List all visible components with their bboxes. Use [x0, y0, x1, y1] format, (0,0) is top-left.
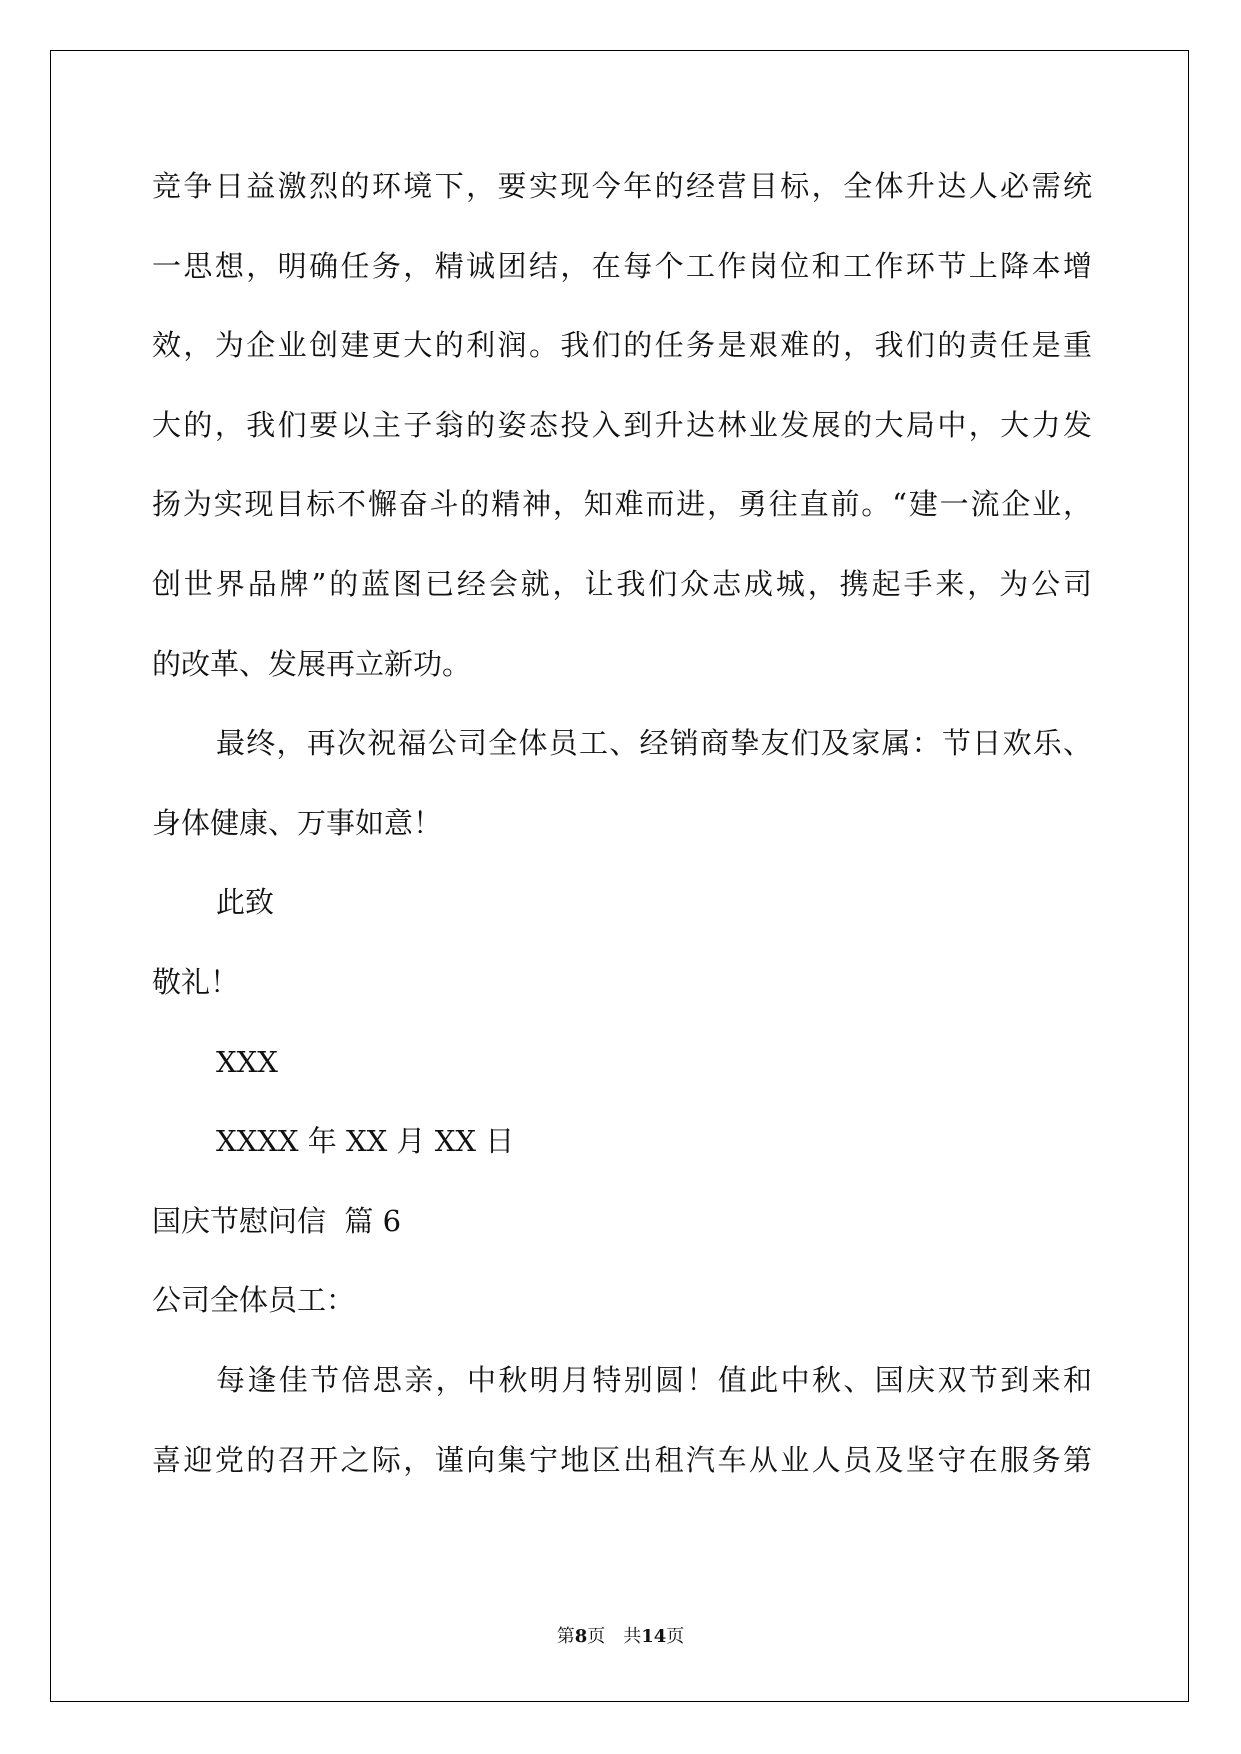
- document-body: [152, 166, 1092, 1519]
- text-line: 效，为企业创建更大的利润。我们的任务是艰难的，我们的责任是重: [152, 328, 1092, 363]
- text-line: 最终，再次祝福公司全体员工、经销商挚友们及家属：节日欢乐、: [216, 726, 1092, 761]
- section-title: 国庆节慰问信 篇 6: [152, 1203, 402, 1238]
- page-footer: [0, 1622, 1241, 1648]
- total-pages: 14: [641, 1626, 667, 1647]
- text-line: 创世界品牌”的蓝图已经会就，让我们众志成城，携起手来，为公司: [152, 566, 1092, 601]
- page-number: 8: [574, 1626, 588, 1647]
- text-line: 一思想，明确任务，精诚团结，在每个工作岗位和工作环节上降本增: [152, 248, 1092, 283]
- salutation-line: 敬礼！: [152, 964, 240, 999]
- salutation-line: 此致: [216, 885, 275, 920]
- footer-mid: 页 共: [587, 1626, 642, 1647]
- signature-line: XXX: [216, 1044, 278, 1079]
- date-line: XXXX 年 XX 月 XX 日: [216, 1124, 515, 1159]
- footer-prefix: 第: [556, 1626, 575, 1647]
- addressee-line: 公司全体员工：: [152, 1283, 356, 1318]
- text-line: 每逢佳节倍思亲，中秋明月特别圆！值此中秋、国庆双节到来和: [216, 1362, 1092, 1397]
- text-line: 身体健康、万事如意！: [152, 805, 443, 840]
- footer-suffix: 页: [666, 1626, 685, 1647]
- text-line: 的改革、发展再立新功。: [152, 646, 472, 681]
- text-line: 扬为实现目标不懈奋斗的精神，知难而进，勇往直前。“建一流企业，: [152, 487, 1092, 522]
- text-line: 竞争日益激烈的环境下，要实现今年的经营目标，全体升达人必需统: [152, 169, 1092, 203]
- text-line: 大的，我们要以主子翁的姿态投入到升达林业发展的大局中，大力发: [152, 407, 1092, 442]
- text-line: 喜迎党的召开之际，谨向集宁地区出租汽车从业人员及坚守在服务第: [152, 1442, 1092, 1477]
